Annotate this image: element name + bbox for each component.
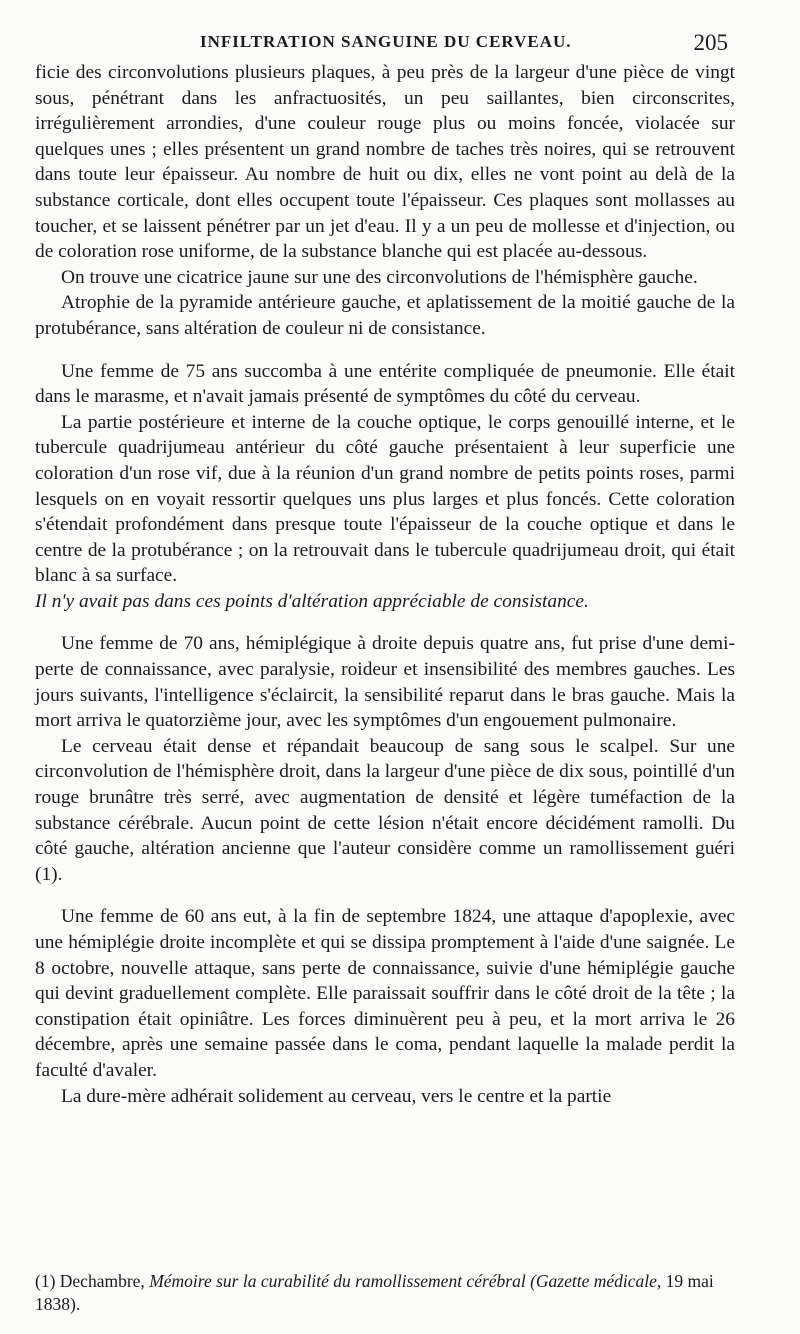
footnote-title: Mémoire sur la curabilité du ramollissement cérébral <box>149 1271 526 1291</box>
italic-paragraph: Il n'y avait pas dans ces points d'altération appréciable de consistance. <box>35 590 589 612</box>
paragraph: Une femme de 75 ans succomba à une entérite compliquée de pneumonie. Elle était dans le marasme, et n'avait jamais présenté de symptômes du côté du cerveau. <box>35 360 735 408</box>
footnote <box>35 1270 735 1316</box>
paragraph: Le cerveau était dense et répandait beaucoup de sang sous le scalpel. Sur une circonvolution de l'hémisphère droit, dans la largeur d'une pièce de dix sous, pointillé d'un rouge brunâtre très serré, avec augmentation de densité et légère tuméfaction de la substance cérébrale. Aucun point de cette lésion n'était encore décidément ramolli. Du côté gauche, altération ancienne que l'auteur considère comme un ramollissement guéri (1). <box>35 735 735 885</box>
paragraph: On trouve une cicatrice jaune sur une des circonvolutions de l'hémisphère gauche. <box>61 266 698 288</box>
footnote-date: 19 mai 1838). <box>35 1271 714 1314</box>
paragraph: ficie des circonvolutions plusieurs plaques, à peu près de la largeur d'une pièce de vingt sous, pénétrant dans les anfractuosités, un peu saillantes, bien circonscrites, irrégulièrement arrondies, d'une couleur rouge plus ou moins foncée, violacée sur quelques unes ; elles présentent un grand nombre de taches très noires, qui se retrouvent dans toute leur épaisseur. Au nombre de huit ou dix, elles ne vont point au delà de la substance corticale, dont elles occupent toute l'épaisseur. Ces plaques sont mollasses au toucher, et se laissent pénétrer par un jet d'eau. Il y a un peu de mollesse et d'injection, ou de coloration rose uniforme, de la substance blanche qui est placée au-dessous. <box>35 62 735 263</box>
paragraph: Atrophie de la pyramide antérieure gauche, et aplatissement de la moitié gauche de la protubérance, sans altération de couleur ni de consistance. <box>35 292 735 339</box>
footnote-journal: (Gazette médicale, <box>530 1271 662 1291</box>
body-text <box>35 60 735 1109</box>
running-title: INFILTRATION SANGUINE DU CERVEAU. <box>200 32 572 51</box>
paragraph: Une femme de 60 ans eut, à la fin de septembre 1824, une attaque d'apoplexie, avec une hémiplégie droite incomplète et qui se dissipa promptement à l'aide d'une saignée. Le 8 octobre, nouvelle attaque, sans perte de connaissance, suivie d'une hémiplégie gauche qui devint graduellement complète. Elle paraissait souffrir dans le côté droit de la tête ; la constipation était opiniâtre. Les forces diminuèrent peu à peu, et la mort arriva le 26 décembre, après une semaine passée dans le coma, pendant laquelle la malade perdit la faculté d'avaler. <box>35 906 735 1081</box>
footnote-marker: (1) Dechambre, <box>35 1271 145 1291</box>
paragraph: Une femme de 70 ans, hémiplégique à droite depuis quatre ans, fut prise d'une demi-perte de connaissance, avec paralysie, roideur et insensibilité des membres gauches. Les jours suivants, l'intelligence s'éclaircit, la sensibilité reparut dans le bras gauche. Mais la mort arriva le quatorzième jour, avec les symptômes d'un engouement pulmonaire. <box>35 633 735 732</box>
paragraph: La dure-mère adhérait solidement au cerveau, vers le centre et la partie <box>61 1085 612 1107</box>
page-header <box>0 28 800 62</box>
paragraph: La partie postérieure et interne de la couche optique, le corps genouillé interne, et le tubercule quadrijumeau antérieur du côté gauche présentaient à leur superficie une coloration d'un rose vif, due à la réunion d'un grand nombre de petits points roses, parmi lesquels on en voyait ressortir quelques uns plus larges et plus foncés. Cette coloration s'étendait profondément dans presque toute l'épaisseur de la couche optique et dans le centre de la protubérance ; on la retrouvait dans le tubercule quadrijumeau droit, qui était blanc à sa surface. <box>35 411 735 587</box>
page-number: 205 <box>693 30 728 55</box>
